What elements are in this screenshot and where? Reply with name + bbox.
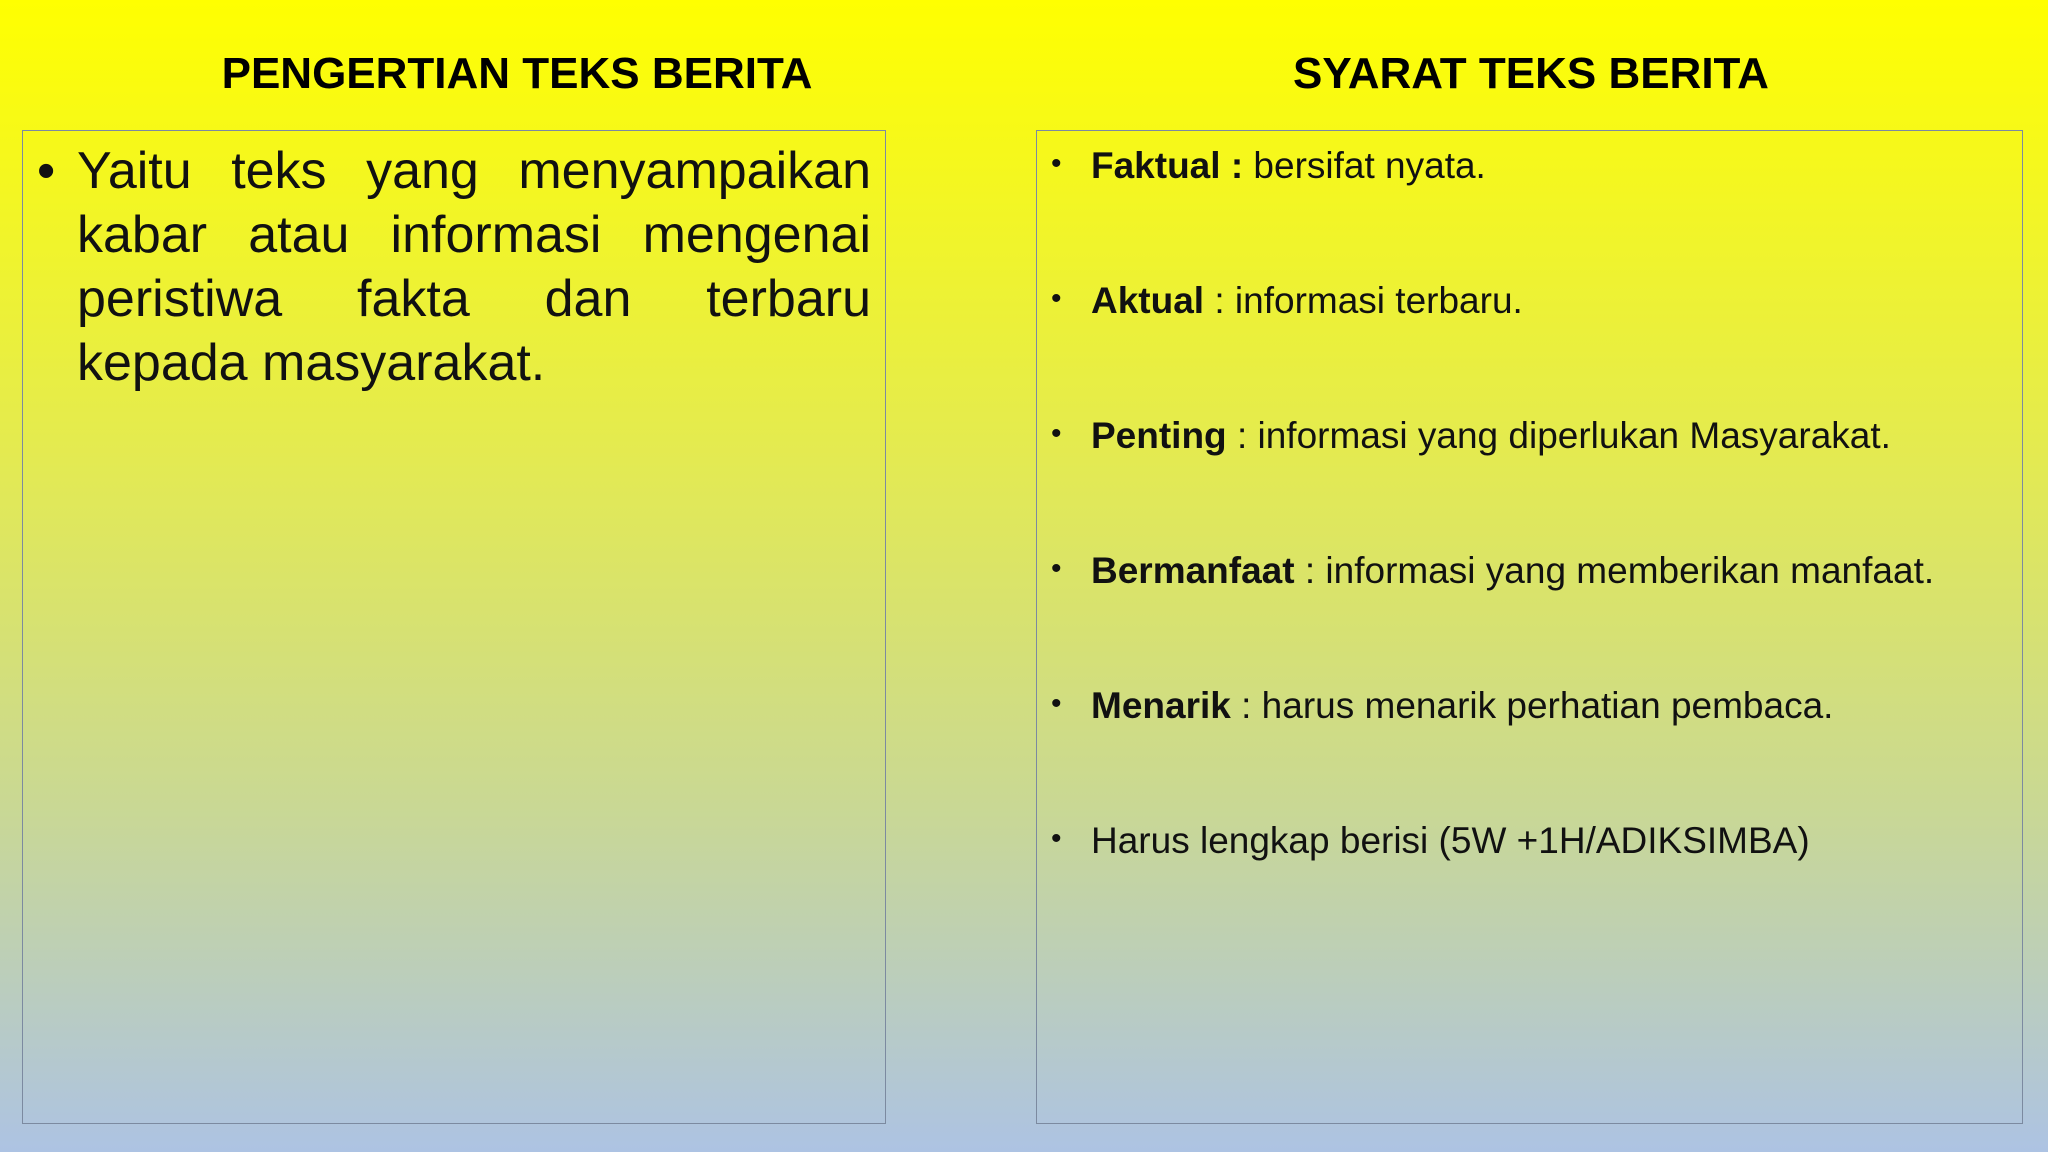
requirement-desc: bersifat nyata. — [1243, 145, 1486, 186]
requirements-list — [1051, 139, 2008, 949]
definition-text: Yaitu teks yang menyampaikan kabar atau informasi mengenai peristiwa fakta dan terbaru kepada masyarakat. — [77, 142, 871, 392]
definition-heading: PENGERTIAN TEKS BERITA — [221, 49, 813, 98]
definition-panel — [22, 130, 886, 1124]
requirement-term: Penting — [1091, 415, 1227, 456]
requirement-desc: : harus menarik perhatian pembaca. — [1230, 685, 1834, 726]
requirement-term: Menarik — [1091, 685, 1231, 726]
bullet-icon: • — [1051, 822, 1062, 855]
requirement-item-lengkap — [1051, 814, 2008, 949]
requirement-item-bermanfaat — [1051, 544, 2008, 679]
bullet-icon: • — [1051, 417, 1062, 450]
bullet-icon: • — [1051, 282, 1062, 315]
bullet-icon: • — [1051, 687, 1062, 720]
requirement-term: Bermanfaat — [1091, 550, 1295, 591]
requirement-item-aktual — [1051, 274, 2008, 409]
requirement-desc: : informasi yang diperlukan Masyarakat. — [1226, 415, 1891, 456]
requirement-desc: : informasi yang memberikan manfaat. — [1294, 550, 1935, 591]
requirements-panel — [1036, 130, 2023, 1124]
requirement-item-faktual — [1051, 139, 2008, 274]
requirements-heading: SYARAT TEKS BERITA — [1293, 49, 1769, 98]
requirement-term: Faktual : — [1091, 145, 1244, 186]
definition-item — [37, 139, 871, 395]
bullet-icon: • — [1051, 147, 1062, 180]
requirement-term: Aktual — [1091, 280, 1205, 321]
requirement-desc: Harus lengkap berisi (5W +1H/ADIKSIMBA) — [1091, 820, 1810, 861]
requirement-item-penting — [1051, 409, 2008, 544]
requirement-desc: : informasi terbaru. — [1204, 280, 1523, 321]
bullet-icon: • — [37, 142, 56, 200]
bullet-icon: • — [1051, 552, 1062, 585]
requirement-item-menarik — [1051, 679, 2008, 814]
